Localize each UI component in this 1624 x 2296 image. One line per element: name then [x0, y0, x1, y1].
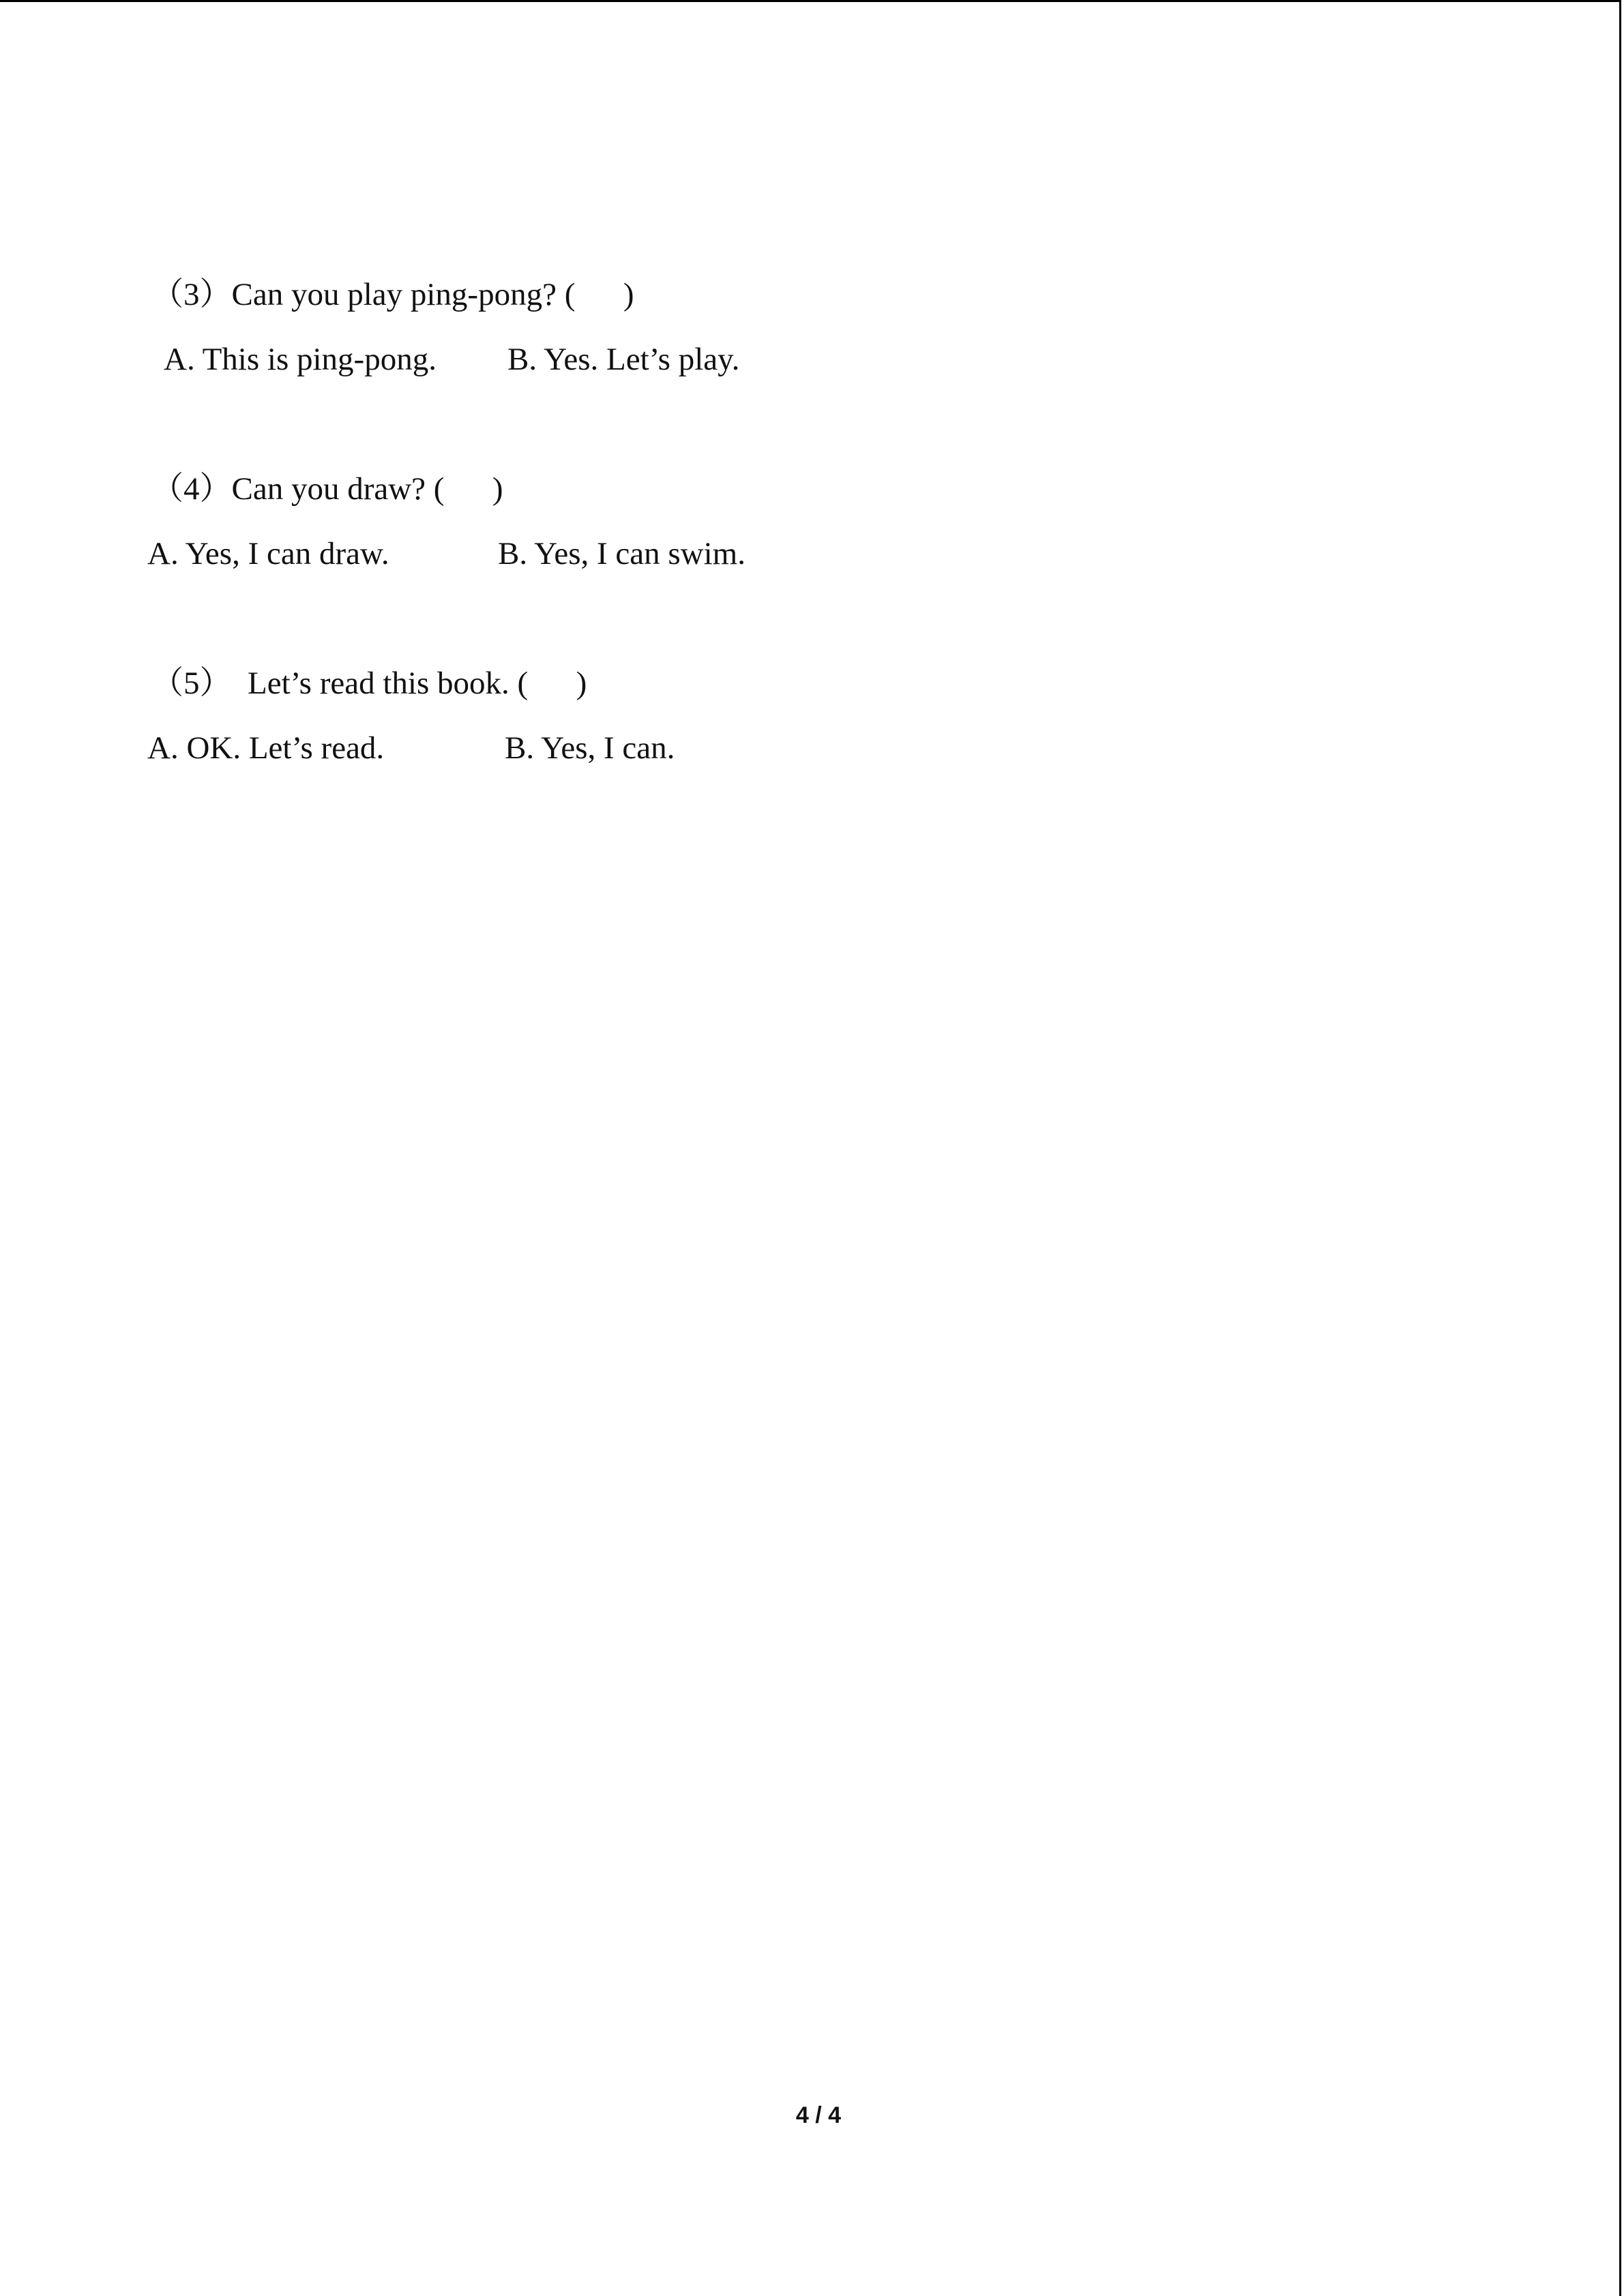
question-4-option-a: A. Yes, I can draw. — [147, 536, 389, 571]
question-5-option-a: A. OK. Let’s read. — [147, 730, 385, 766]
question-3-prompt: （3）Can you play ping-pong? ( ) — [151, 277, 634, 312]
question-3-option-a: A. This is ping-pong. — [164, 342, 437, 377]
question-3-option-b: B. Yes. Let’s play. — [507, 342, 740, 377]
question-5-prompt: （5） Let’s read this book. ( ) — [151, 666, 587, 701]
question-5-option-b: B. Yes, I can. — [505, 730, 675, 766]
question-4-prompt: （4）Can you draw? ( ) — [151, 471, 503, 507]
page-number: 4 / 4 — [795, 2102, 842, 2128]
question-4-option-b: B. Yes, I can swim. — [498, 536, 745, 571]
